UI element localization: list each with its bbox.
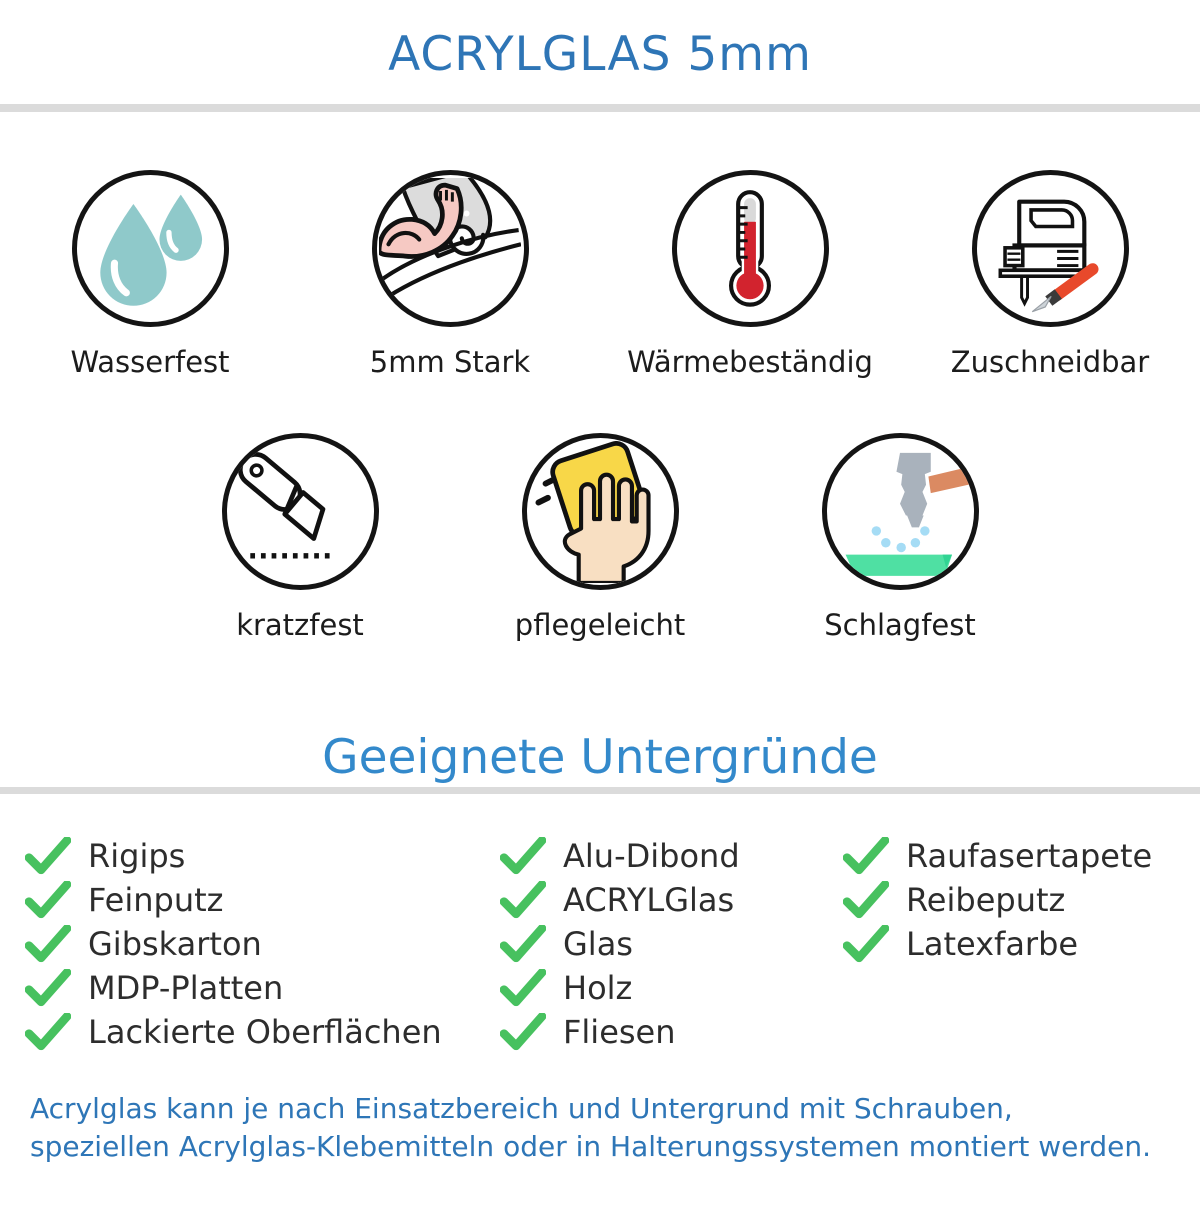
surface-item <box>500 878 843 922</box>
thermometer-icon <box>679 178 821 320</box>
feature-circle <box>222 433 379 590</box>
flexed-arm-sheet-icon <box>379 178 521 320</box>
surface-item <box>500 966 843 1010</box>
surfaces-list <box>0 834 1200 1054</box>
feature-kratzfest <box>150 433 450 645</box>
surface-item <box>25 1010 500 1054</box>
divider-top <box>0 104 1200 112</box>
surface-item <box>25 966 500 1010</box>
feature-label: pflegeleicht <box>514 608 686 642</box>
jigsaw-knife-icon <box>979 178 1121 320</box>
surface-label: Glas <box>563 925 633 963</box>
surface-item <box>500 922 843 966</box>
check-icon <box>25 881 71 919</box>
surfaces-column-3 <box>843 834 1200 1054</box>
surface-label: Rigips <box>88 837 186 875</box>
check-icon <box>500 881 546 919</box>
check-icon <box>500 837 546 875</box>
water-drops-icon <box>79 178 221 320</box>
check-icon <box>25 1013 71 1051</box>
check-icon <box>500 969 546 1007</box>
feature-waermebestaendig <box>600 170 900 382</box>
divider-middle <box>0 787 1200 794</box>
feature-label: 5mm Stark <box>369 345 531 379</box>
check-icon <box>843 837 889 875</box>
check-icon <box>25 925 71 963</box>
feature-zuschneidbar <box>900 170 1200 382</box>
feature-label: Schlagfest <box>824 608 976 642</box>
surfaces-heading: Geeignete Untergründe <box>322 730 878 785</box>
feature-label: kratzfest <box>236 608 364 642</box>
feature-schlagfest <box>750 433 1050 645</box>
feature-label: Wärmebeständig <box>627 345 873 379</box>
footer-line-2: speziellen Acrylglas-Klebemitteln oder in Halterungssystemen montiert werden. <box>30 1130 1152 1163</box>
footer-note <box>30 1090 1170 1166</box>
feature-label: Wasserfest <box>70 345 230 379</box>
surfaces-column-2 <box>500 834 843 1054</box>
surface-label: Reibeputz <box>906 881 1066 919</box>
check-icon <box>25 969 71 1007</box>
check-icon <box>500 925 546 963</box>
check-icon <box>843 925 889 963</box>
check-icon <box>500 1013 546 1051</box>
feature-circle <box>672 170 829 327</box>
feature-wasserfest <box>0 170 300 382</box>
feature-circle <box>372 170 529 327</box>
feature-5mm-stark <box>300 170 600 382</box>
surface-item <box>500 834 843 878</box>
surface-label: Lackierte Oberflächen <box>88 1013 442 1051</box>
surface-item <box>25 878 500 922</box>
surface-item <box>25 922 500 966</box>
feature-circle <box>972 170 1129 327</box>
feature-label: Zuschneidbar <box>950 345 1150 379</box>
features-row-1 <box>0 170 1200 382</box>
surface-label: Raufasertapete <box>906 837 1153 875</box>
utility-knife-icon <box>229 441 371 583</box>
surfaces-column-1 <box>0 834 500 1054</box>
surface-item <box>843 922 1200 966</box>
surface-label: Holz <box>563 969 633 1007</box>
page-title: ACRYLGLAS 5mm <box>388 27 812 82</box>
cleaning-hand-icon <box>529 441 671 583</box>
surface-label: Gibskarton <box>88 925 262 963</box>
surface-item <box>843 834 1200 878</box>
surface-label: Fliesen <box>563 1013 676 1051</box>
footer-line-1: Acrylglas kann je nach Einsatzbereich und Untergrund mit Schrauben, <box>30 1092 1013 1125</box>
feature-circle <box>522 433 679 590</box>
surface-label: Alu-Dibond <box>563 837 740 875</box>
surface-item <box>25 834 500 878</box>
feature-circle <box>822 433 979 590</box>
surface-label: ACRYLGlas <box>563 881 735 919</box>
surface-item <box>500 1010 843 1054</box>
feature-pflegeleicht <box>450 433 750 645</box>
surface-label: Feinputz <box>88 881 224 919</box>
surface-item <box>843 878 1200 922</box>
features-row-2 <box>0 433 1200 645</box>
check-icon <box>25 837 71 875</box>
check-icon <box>843 881 889 919</box>
surface-label: Latexfarbe <box>906 925 1079 963</box>
hammer-impact-icon <box>829 441 971 583</box>
surface-label: MDP-Platten <box>88 969 284 1007</box>
feature-circle <box>72 170 229 327</box>
